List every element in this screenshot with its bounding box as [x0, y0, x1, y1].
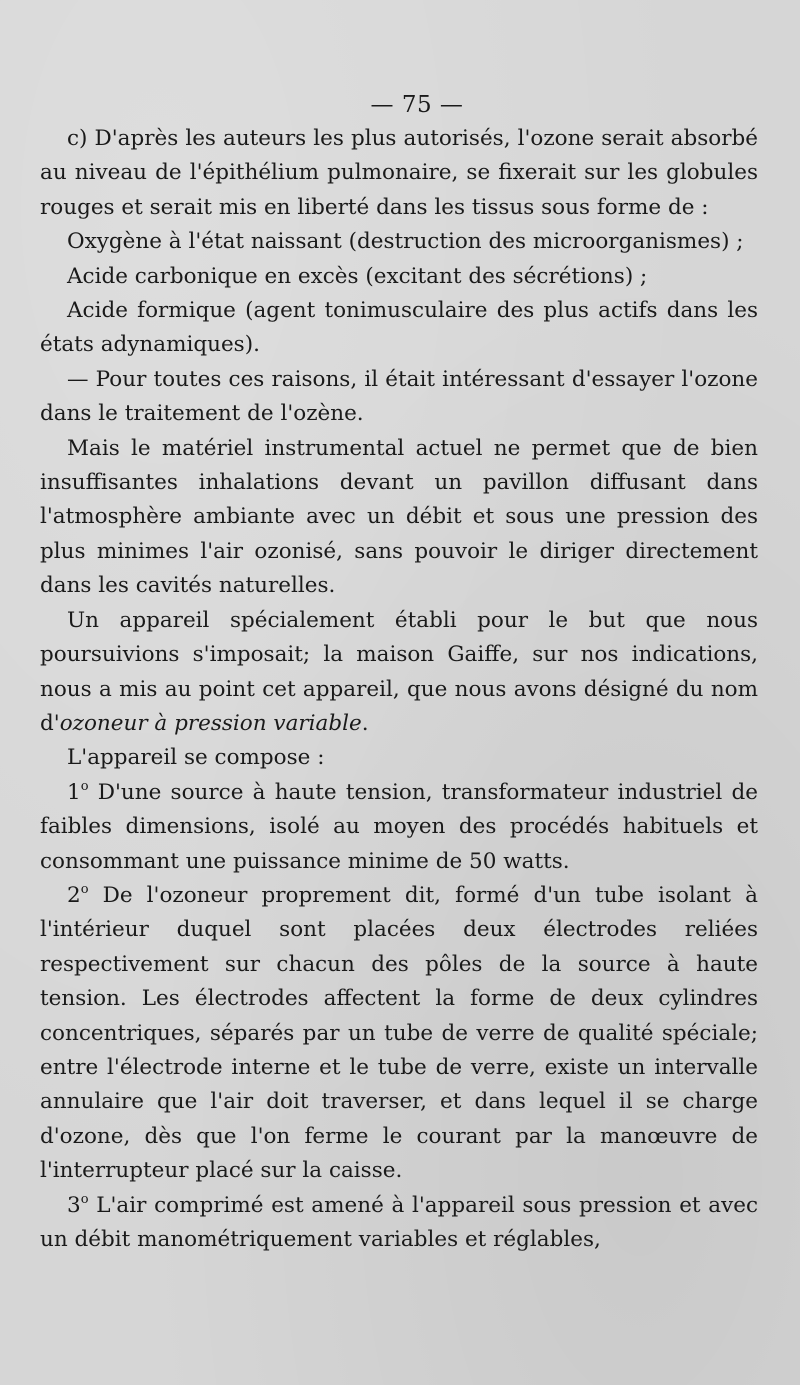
appareil-text: Un appareil spécialement établi pour le but que nous poursuivions s'imposait; la maison Gaiffe, sur nos indications, nous a mis au point cet appareil, que nous avons désigné du nom d': [40, 607, 758, 736]
item-ordinal: o: [80, 881, 89, 897]
list-item-2: [40, 879, 758, 1189]
item-text: L'air comprimé est amené à l'appareil sous pression et avec un débit manométriquement variables et réglables,: [40, 1192, 758, 1252]
paragraph-acide-carbonique: Acide carbonique en excès (excitant des sécrétions) ;: [67, 263, 648, 289]
item-number: 1: [67, 779, 81, 805]
item-number: 3: [67, 1192, 81, 1218]
item-ordinal: o: [80, 778, 89, 794]
body-text: [40, 122, 758, 1257]
item-text: De l'ozoneur proprement dit, formé d'un tube isolant à l'intérieur duquel sont placées deux électrodes reliées respectivement sur chacun des pôles de la source à haute tension. Les électrodes affectent la forme de deux cylindres concentriques, séparés par un tube de verre de qualité spéciale; entre l'électrode interne et le tube de verre, existe un intervalle annulaire que l'air doit traverser, et dans lequel il se charge d'ozone, dès que l'on ferme le courant par la manœuvre de l'interrupteur placé sur la caisse.: [40, 882, 758, 1184]
list-item-3: [40, 1189, 758, 1258]
book-page: [40, 90, 758, 1370]
appareil-name-italic: ozoneur à pression variable: [59, 710, 362, 736]
item-number: 2: [67, 882, 81, 908]
paragraph-ozone-absorption: c) D'après les auteurs les plus autorisés, l'ozone serait absorbé au niveau de l'épithélium pulmonaire, se fixerait sur les globules rouges et serait mis en liberté dans les tissus sous forme de :: [40, 126, 758, 220]
paragraph-acide-formique: Acide formique (agent tonimusculaire des plus actifs dans les états adynamiques).: [40, 298, 758, 358]
item-ordinal: o: [80, 1191, 89, 1207]
page-number: — 75 —: [370, 92, 464, 118]
paragraph-materiel: Mais le matériel instrumental actuel ne permet que de bien insuffisantes inhalations devant un pavillon diffusant dans l'atmosphère ambiante avec un débit et sous une pression des plus minimes l'air ozonisé, sans pouvoir le diriger directement dans les cavités naturelles.: [40, 435, 758, 599]
paragraph-compose: L'appareil se compose :: [67, 745, 325, 771]
paragraph-appareil: [40, 604, 758, 742]
appareil-end: .: [361, 710, 369, 736]
item-text: D'une source à haute tension, transformateur industriel de faibles dimensions, isolé au moyen des procédés habituels et consommant une puissance minime de 50 watts.: [40, 779, 758, 874]
paragraph-oxygene: Oxygène à l'état naissant (destruction des microorganismes) ;: [67, 229, 744, 255]
list-item-1: [40, 776, 758, 879]
paragraph-raisons: — Pour toutes ces raisons, il était intéressant d'essayer l'ozone dans le traitement de l'ozène.: [40, 366, 758, 427]
